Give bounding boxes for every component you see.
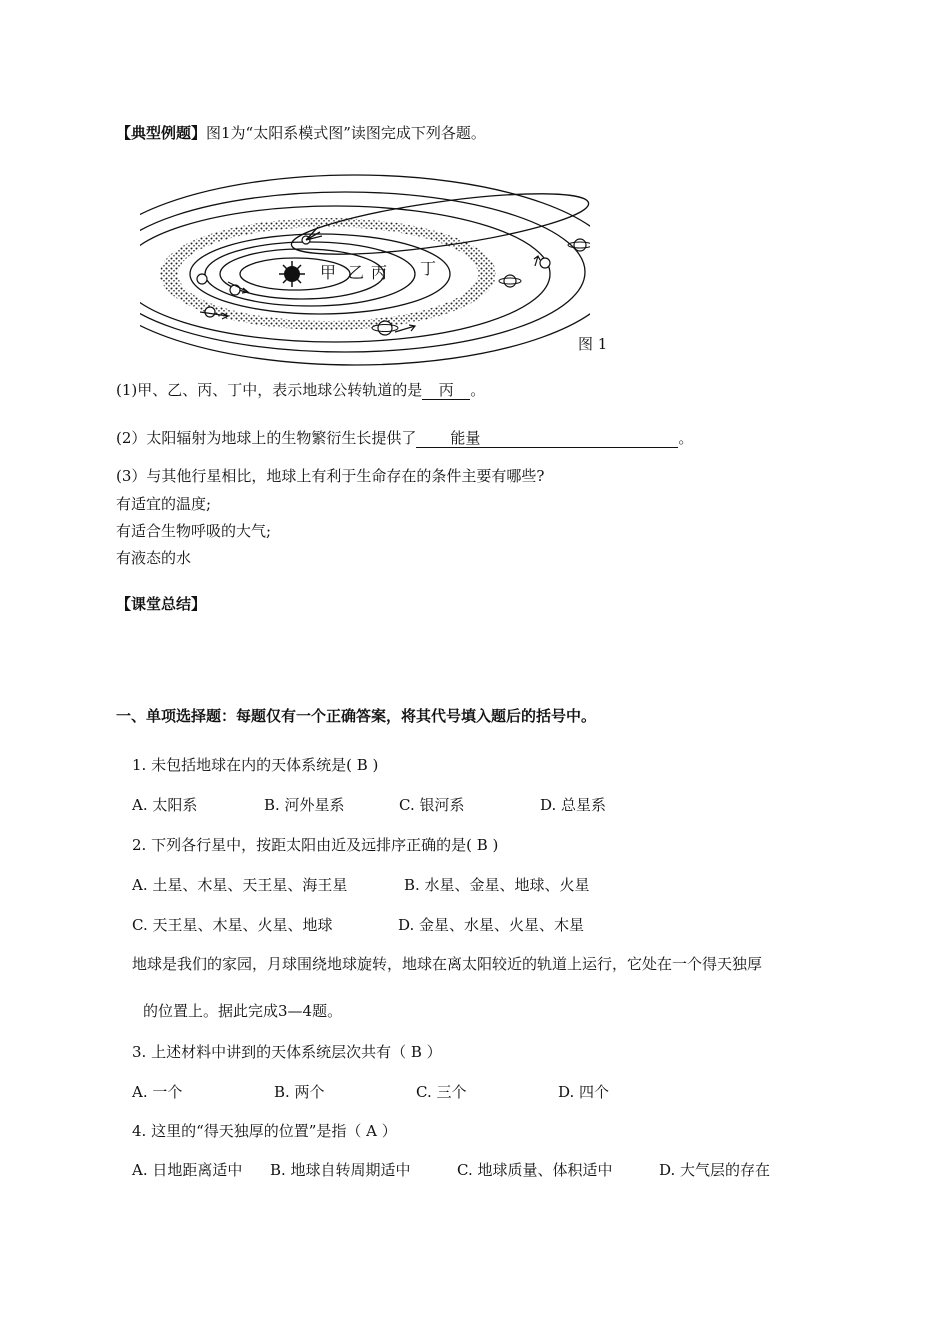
planet-icon xyxy=(205,307,215,317)
orbit-label-bing: 丙 xyxy=(371,263,388,282)
example-heading xyxy=(116,123,486,143)
mc-q3-stem: 3. 上述材料中讲到的天体系统层次共有（ B ） xyxy=(132,1043,442,1061)
orbit-label-yi: 乙 xyxy=(348,263,365,282)
material-line-2: 的位置上。据此完成3—4题。 xyxy=(143,1002,343,1020)
orbit-label-ding: 丁 xyxy=(420,259,437,278)
option: A. 日地距离适中 xyxy=(132,1161,243,1179)
option: D. 金星、水星、火星、木星 xyxy=(398,916,585,934)
material-line-1: 地球是我们的家园，月球围绕地球旋转，地球在离太阳较近的轨道上运行，它处在一个得天独厚 xyxy=(132,955,763,973)
summary-header: 【课堂总结】 xyxy=(116,595,207,613)
q2-answer: 能量 xyxy=(416,430,678,448)
planet-icon xyxy=(540,258,550,268)
solar-system-figure xyxy=(140,162,590,372)
option: A. 一个 xyxy=(132,1083,183,1101)
q2-prefix: (2）太阳辐射为地球上的生物繁衍生长提供了 xyxy=(116,429,417,447)
q1-prefix: (1)甲、乙、丙、丁中，表示地球公转轨道的是 xyxy=(116,381,423,399)
example-q2 xyxy=(116,428,693,448)
example-intro: 图1为“太阳系模式图”读图完成下列各题。 xyxy=(206,124,486,142)
option: C. 地球质量、体积适中 xyxy=(457,1161,613,1179)
mc-q2-stem: 2. 下列各行星中，按距太阳由近及远排序正确的是( B ) xyxy=(132,836,499,854)
option: D. 四个 xyxy=(558,1083,610,1101)
q1-suffix: 。 xyxy=(470,381,486,399)
figure-label: 图 1 xyxy=(578,335,608,353)
example-q1 xyxy=(116,380,485,400)
option: A. 土星、木星、天王星、海王星 xyxy=(132,876,348,894)
option: B. 两个 xyxy=(274,1083,325,1101)
option: C. 天王星、木星、火星、地球 xyxy=(132,916,333,934)
q3-answer-2: 有适合生物呼吸的大气; xyxy=(116,522,272,540)
option: C. 银河系 xyxy=(399,796,465,814)
section-title: 一、单项选择题：每题仅有一个正确答案，将其代号填入题后的括号中。 xyxy=(116,707,597,725)
option: A. 太阳系 xyxy=(132,796,198,814)
orbit-outer-4 xyxy=(140,175,590,365)
orbit-label-jia: 甲 xyxy=(320,263,337,282)
q1-answer: 丙 xyxy=(422,382,470,400)
planet-icon xyxy=(230,285,240,295)
example-header: 【典型例题】 xyxy=(116,124,207,142)
planet-icon xyxy=(197,274,207,284)
example-q3: (3）与其他行星相比，地球上有利于生命存在的条件主要有哪些? xyxy=(116,467,545,485)
option: B. 水星、金星、地球、火星 xyxy=(404,876,590,894)
mc-q1-stem: 1. 未包括地球在内的天体系统是( B ) xyxy=(132,756,379,774)
q3-answer-3: 有液态的水 xyxy=(116,549,192,567)
planet-icon xyxy=(378,321,392,335)
option: D. 大气层的存在 xyxy=(659,1161,771,1179)
option: D. 总星系 xyxy=(540,796,607,814)
q3-answer-1: 有适宜的温度; xyxy=(116,495,212,513)
q2-suffix: 。 xyxy=(678,429,694,447)
mc-q4-stem: 4. 这里的“得天独厚的位置”是指（ A ） xyxy=(132,1122,397,1140)
solar-system-diagram xyxy=(140,162,590,372)
option: C. 三个 xyxy=(416,1083,467,1101)
planet-icon xyxy=(504,275,516,287)
planet-icon xyxy=(574,239,586,251)
option: B. 地球自转周期适中 xyxy=(270,1161,411,1179)
option: B. 河外星系 xyxy=(264,796,345,814)
